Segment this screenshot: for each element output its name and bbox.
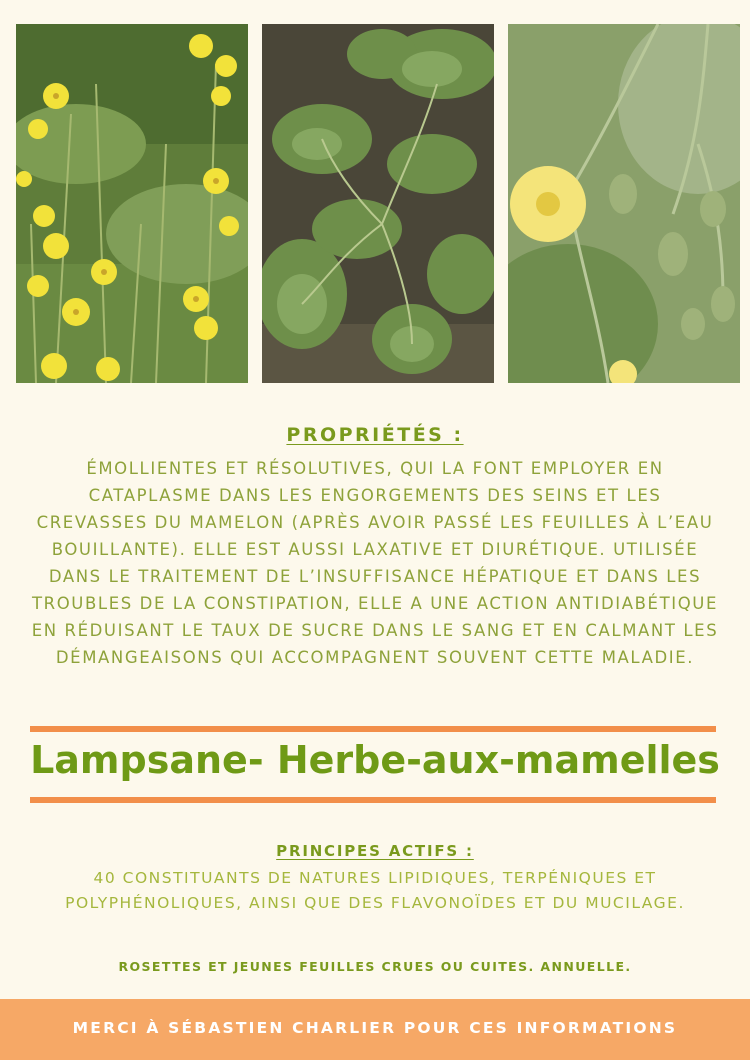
top-divider bbox=[30, 726, 716, 732]
usage-note: ROSETTES ET JEUNES FEUILLES CRUES OU CUITES. ANNUELLE. bbox=[118, 959, 632, 974]
principes-actifs-heading: PRINCIPES ACTIFS : bbox=[276, 842, 474, 860]
principes-actifs-text: 40 CONSTITUANTS DE NATURES LIPIDIQUES, TERPÉNIQUES ET POLYPHÉNOLIQUES, AINSI QUE DES FLAVONOÏDES ET DU MUCILAGE. bbox=[65, 869, 685, 912]
flowers-field-photo bbox=[16, 24, 248, 383]
proprietes-heading: PROPRIÉTÉS : bbox=[286, 424, 464, 446]
proprietes-text: ÉMOLLIENTES ET RÉSOLUTIVES, QUI LA FONT EMPLOYER EN CATAPLASME DANS LES ENGORGEMENTS DES SEINS ET LES CREVASSES DU MAMELON (APRÈS AVOIR PASSÉ LES FEUILLES À L’EAU BOUILLANTE). ELLE EST AUSSI LAXATIVE ET DIURÉTIQUE. UTILISÉE DANS LE TRAITEMENT DE L’INSUFFISANCE HÉPATIQUE ET DANS LES TROUBLES DE LA CONSTIPATION, ELLE A UNE ACTION ANTIDIABÉTIQUE EN RÉDUISANT LE TAUX DE SUCRE DANS LE SANG ET EN CALMANT LES DÉMANGEAISONS QUI ACCOMPAGNENT SOUVENT CETTE MALADIE. bbox=[31, 459, 719, 667]
flower-closeup-photo bbox=[508, 24, 740, 383]
footer-credit: MERCI À SÉBASTIEN CHARLIER POUR CES INFORMATIONS bbox=[72, 1019, 678, 1037]
footer-bar bbox=[0, 999, 750, 1060]
rosette-leaves-photo bbox=[262, 24, 494, 383]
page-title: Lampsane- Herbe-aux-mamelles bbox=[30, 738, 720, 782]
photo-strip bbox=[16, 24, 740, 383]
bottom-divider bbox=[30, 797, 716, 803]
